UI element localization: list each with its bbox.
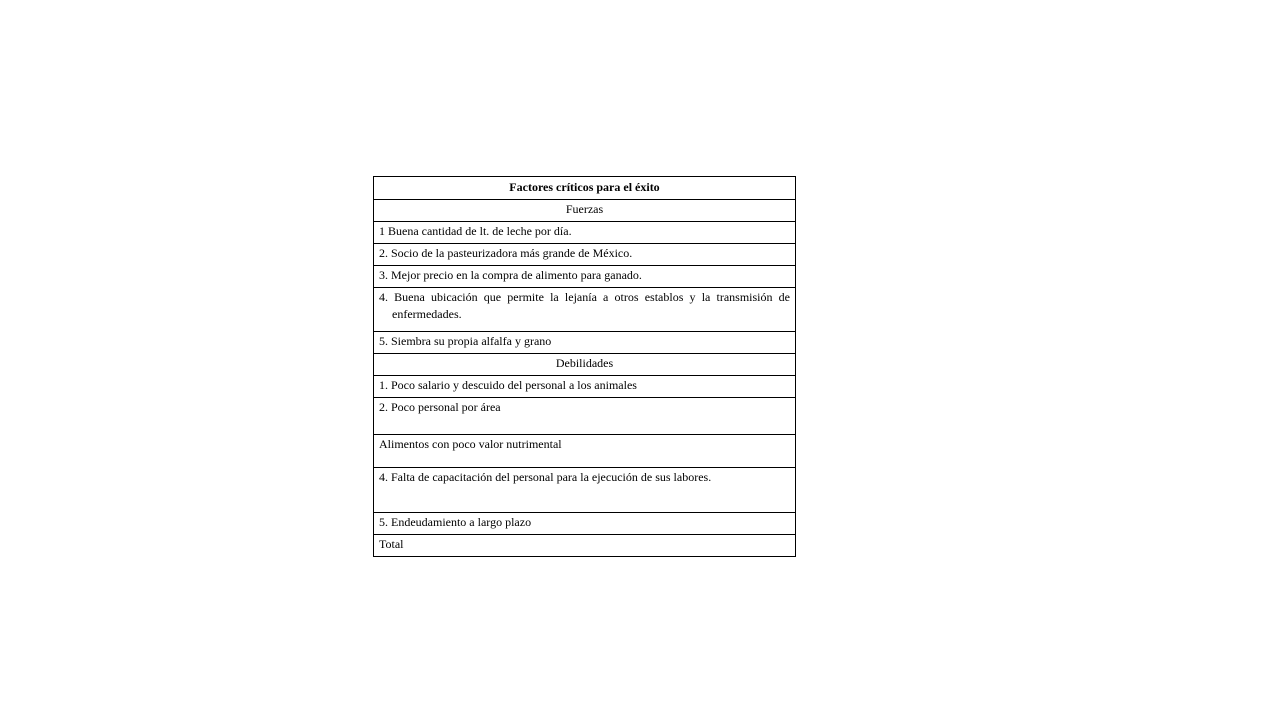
table-title-row	[374, 177, 796, 200]
strength-item: 2. Socio de la pasteurizadora más grande de México.	[374, 244, 796, 266]
total-row	[374, 535, 796, 557]
weaknesses-header: Debilidades	[374, 354, 796, 376]
weakness-item: 4. Falta de capacitación del personal para la ejecución de sus labores.	[374, 468, 796, 513]
table-row	[374, 244, 796, 266]
table-row	[374, 398, 796, 435]
strengths-header: Fuerzas	[374, 200, 796, 222]
weakness-item: 1. Poco salario y descuido del personal a los animales	[374, 376, 796, 398]
table-row	[374, 288, 796, 332]
strength-item: 1 Buena cantidad de lt. de leche por día.	[374, 222, 796, 244]
table-row	[374, 222, 796, 244]
total-label: Total	[374, 535, 796, 557]
strength-item: 5. Siembra su propia alfalfa y grano	[374, 332, 796, 354]
strengths-header-row	[374, 200, 796, 222]
strength-item-cell	[374, 288, 796, 332]
critical-success-factors-table	[373, 176, 796, 557]
table-row	[374, 332, 796, 354]
weakness-item: 5. Endeudamiento a largo plazo	[374, 513, 796, 535]
table-row	[374, 376, 796, 398]
weaknesses-header-row	[374, 354, 796, 376]
table-title: Factores críticos para el éxito	[374, 177, 796, 200]
table-row	[374, 513, 796, 535]
table-row	[374, 266, 796, 288]
weakness-item: Alimentos con poco valor nutrimental	[374, 435, 796, 468]
table-row	[374, 468, 796, 513]
strength-item: 4. Buena ubicación que permite la lejanía a otros establos y la transmisión de enfermedades.	[379, 290, 790, 321]
weakness-item: 2. Poco personal por área	[374, 398, 796, 435]
strength-item: 3. Mejor precio en la compra de alimento para ganado.	[374, 266, 796, 288]
table-row	[374, 435, 796, 468]
